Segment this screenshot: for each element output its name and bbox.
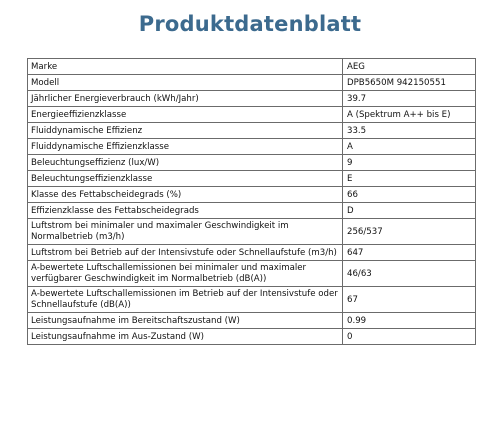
table-row xyxy=(28,313,476,329)
row-value: DPB5650M 942150551 xyxy=(343,75,476,91)
row-value: E xyxy=(343,171,476,187)
row-value: 9 xyxy=(343,155,476,171)
row-value: 256/537 xyxy=(343,219,476,245)
table-row xyxy=(28,219,476,245)
row-value: 39.7 xyxy=(343,91,476,107)
row-label: A-bewertete Luftschallemissionen im Betrieb auf der Intensivstufe oder Schnellaufstufe (dB(A)) xyxy=(28,287,343,313)
row-value: AEG xyxy=(343,59,476,75)
table-row xyxy=(28,171,476,187)
row-label: Klasse des Fettabscheidegrads (%) xyxy=(28,187,343,203)
row-label: Luftstrom bei minimaler und maximaler Geschwindigkeit im Normalbetrieb (m3/h) xyxy=(28,219,343,245)
table-row xyxy=(28,187,476,203)
row-label: Jährlicher Energieverbrauch (kWh/Jahr) xyxy=(28,91,343,107)
row-value: 66 xyxy=(343,187,476,203)
row-label: Marke xyxy=(28,59,343,75)
row-value: 46/63 xyxy=(343,261,476,287)
row-value: 33.5 xyxy=(343,123,476,139)
table-row xyxy=(28,75,476,91)
table-row xyxy=(28,203,476,219)
row-value: 0 xyxy=(343,329,476,345)
table-row xyxy=(28,287,476,313)
row-label: Fluiddynamische Effizienz xyxy=(28,123,343,139)
table-row xyxy=(28,59,476,75)
table-row xyxy=(28,329,476,345)
row-value: A (Spektrum A++ bis E) xyxy=(343,107,476,123)
row-value: D xyxy=(343,203,476,219)
row-label: Leistungsaufnahme im Aus-Zustand (W) xyxy=(28,329,343,345)
row-label: Energieeffizienzklasse xyxy=(28,107,343,123)
row-value: A xyxy=(343,139,476,155)
table-row xyxy=(28,91,476,107)
table-row xyxy=(28,261,476,287)
table-row xyxy=(28,107,476,123)
row-value: 647 xyxy=(343,245,476,261)
page-title: Produktdatenblatt xyxy=(138,12,362,36)
product-data-table xyxy=(27,58,476,345)
table-row xyxy=(28,139,476,155)
row-label: Modell xyxy=(28,75,343,91)
row-label: Beleuchtungseffizienz (lux/W) xyxy=(28,155,343,171)
row-label: Effizienzklasse des Fettabscheidegrads xyxy=(28,203,343,219)
row-label: Leistungsaufnahme im Bereitschaftszustand (W) xyxy=(28,313,343,329)
row-label: Fluiddynamische Effizienzklasse xyxy=(28,139,343,155)
table-row xyxy=(28,155,476,171)
row-label: A-bewertete Luftschallemissionen bei minimaler und maximaler verfügbarer Geschwindigkeit im Normalbetrieb (dB(A)) xyxy=(28,261,343,287)
table-row xyxy=(28,245,476,261)
row-label: Luftstrom bei Betrieb auf der Intensivstufe oder Schnellaufstufe (m3/h) xyxy=(28,245,343,261)
row-value: 0.99 xyxy=(343,313,476,329)
table-row xyxy=(28,123,476,139)
row-value: 67 xyxy=(343,287,476,313)
row-label: Beleuchtungseffizienzklasse xyxy=(28,171,343,187)
